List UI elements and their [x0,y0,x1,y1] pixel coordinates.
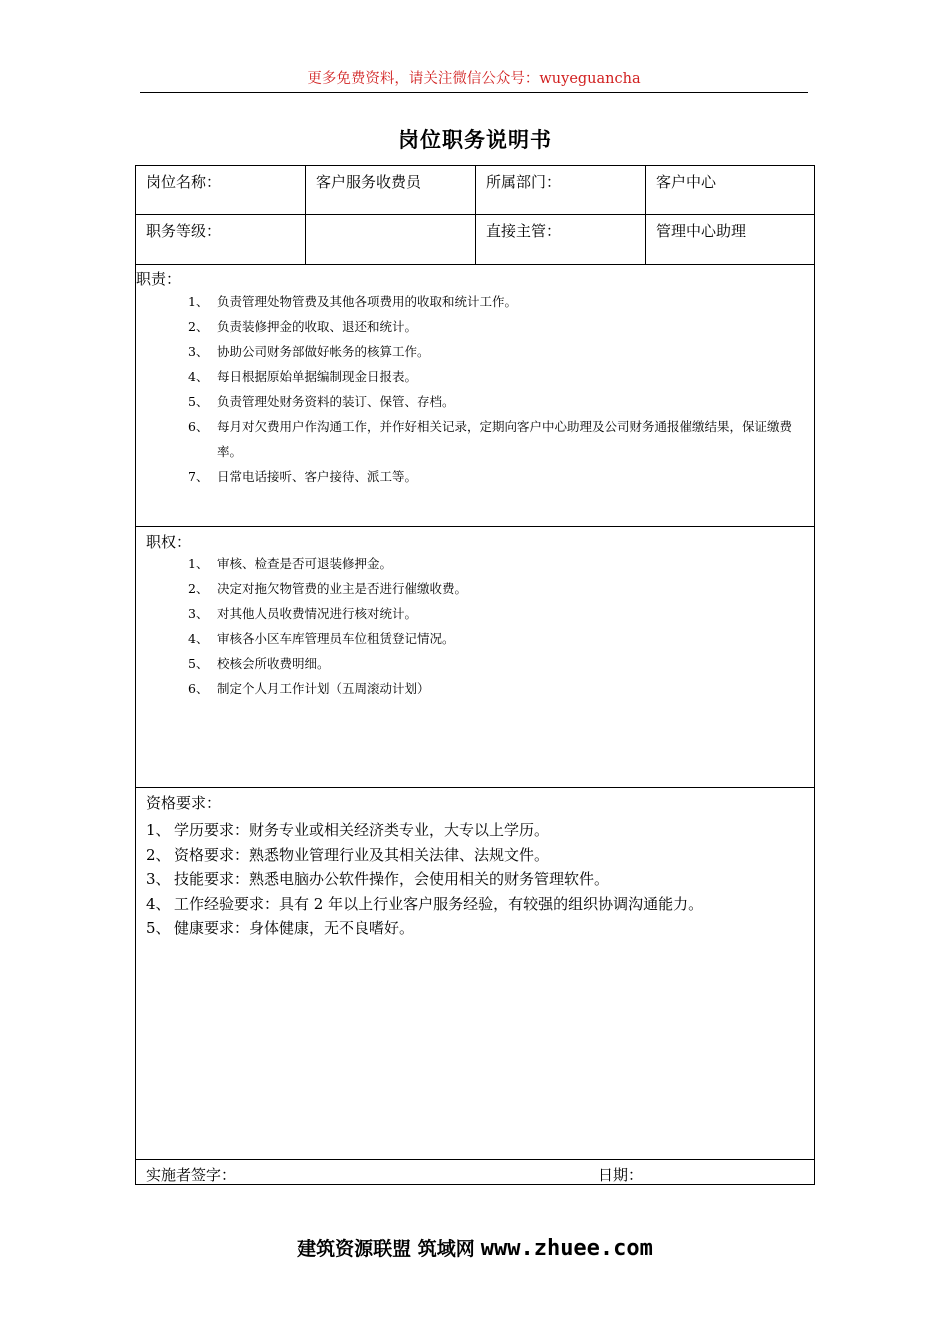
list-item: 3、 对其他人员收费情况进行核对统计。 [188,606,418,621]
grade-value [306,215,476,264]
list-item: 4、 审核各小区车库管理员车位租赁登记情况。 [188,631,455,646]
list-item: 5、 校核会所收费明细。 [188,656,330,671]
list-item: 2、 资格要求：熟悉物业管理行业及其相关法律、法规文件。 [146,845,550,864]
position-value: 客户服务收费员 [306,166,476,214]
list-item: 6、 制定个人月工作计划（五周滚动计划） [188,681,430,696]
authority-list [188,551,813,701]
list-item: 1、 负责管理处物管费及其他各项费用的收取和统计工作。 [188,294,518,309]
list-item: 7、 日常电话接听、客户接待、派工等。 [188,469,418,484]
supervisor-value: 管理中心助理 [656,222,747,240]
department-value: 客户中心 [656,173,717,191]
info-row-1 [136,166,814,215]
authority-section [136,527,814,788]
position-label: 岗位名称： [136,166,306,214]
date-label: 日期： [598,1166,644,1184]
list-item: 3、 协助公司财务部做好帐务的核算工作。 [188,344,430,359]
list-item: 1、 学历要求：财务专业或相关经济类专业，大专以上学历。 [146,821,550,839]
list-item: 2、 负责装修押金的收取、退还和统计。 [188,319,418,334]
signer-label: 实施者签字： [146,1166,237,1184]
footer-org: 建筑资源联盟 筑域网 [297,1238,475,1260]
supervisor-label: 直接主管： [476,215,646,264]
job-description-form [135,165,815,1185]
list-item: 5、 负责管理处财务资料的装订、保管、存档。 [188,394,455,409]
document-title: 岗位职务说明书 [398,127,552,152]
list-item: 5、 健康要求：身体健康，无不良嗜好。 [146,919,415,937]
list-item: 2、 决定对拖欠物管费的业主是否进行催缴收费。 [188,581,468,596]
duties-section [136,265,814,527]
list-item: 1、 审核、检查是否可退装修押金。 [188,556,393,571]
list-item: 4、 每日根据原始单据编制现金日报表。 [188,369,418,384]
qualifications-label: 资格要求： [146,794,222,812]
qualifications-list [146,818,806,941]
duties-label: 职责： [136,270,182,288]
list-item: 4、 工作经验要求：具有 2 年以上行业客户服务经验，有较强的组织协调沟通能力。 [146,894,704,913]
department-label: 所属部门： [476,166,646,214]
authority-label: 职权： [146,533,192,551]
grade-label: 职务等级： [136,215,306,264]
list-item: 3、 技能要求：熟悉电脑办公软件操作，会使用相关的财务管理软件。 [146,870,610,888]
list-item: 6、 每月对欠费用户作沟通工作，并作好相关记录，定期向客户中心助理及公司财务通报催缴结果，保证缴费率。 [188,419,793,459]
qualifications-section [136,788,814,1160]
page-footer [0,1234,950,1261]
duties-list [188,289,813,489]
footer-url[interactable]: www.zhuee.com [480,1236,653,1261]
page-header: 更多免费资料，请关注微信公众号：wuyeguancha [140,66,808,93]
info-row-2 [136,215,814,265]
